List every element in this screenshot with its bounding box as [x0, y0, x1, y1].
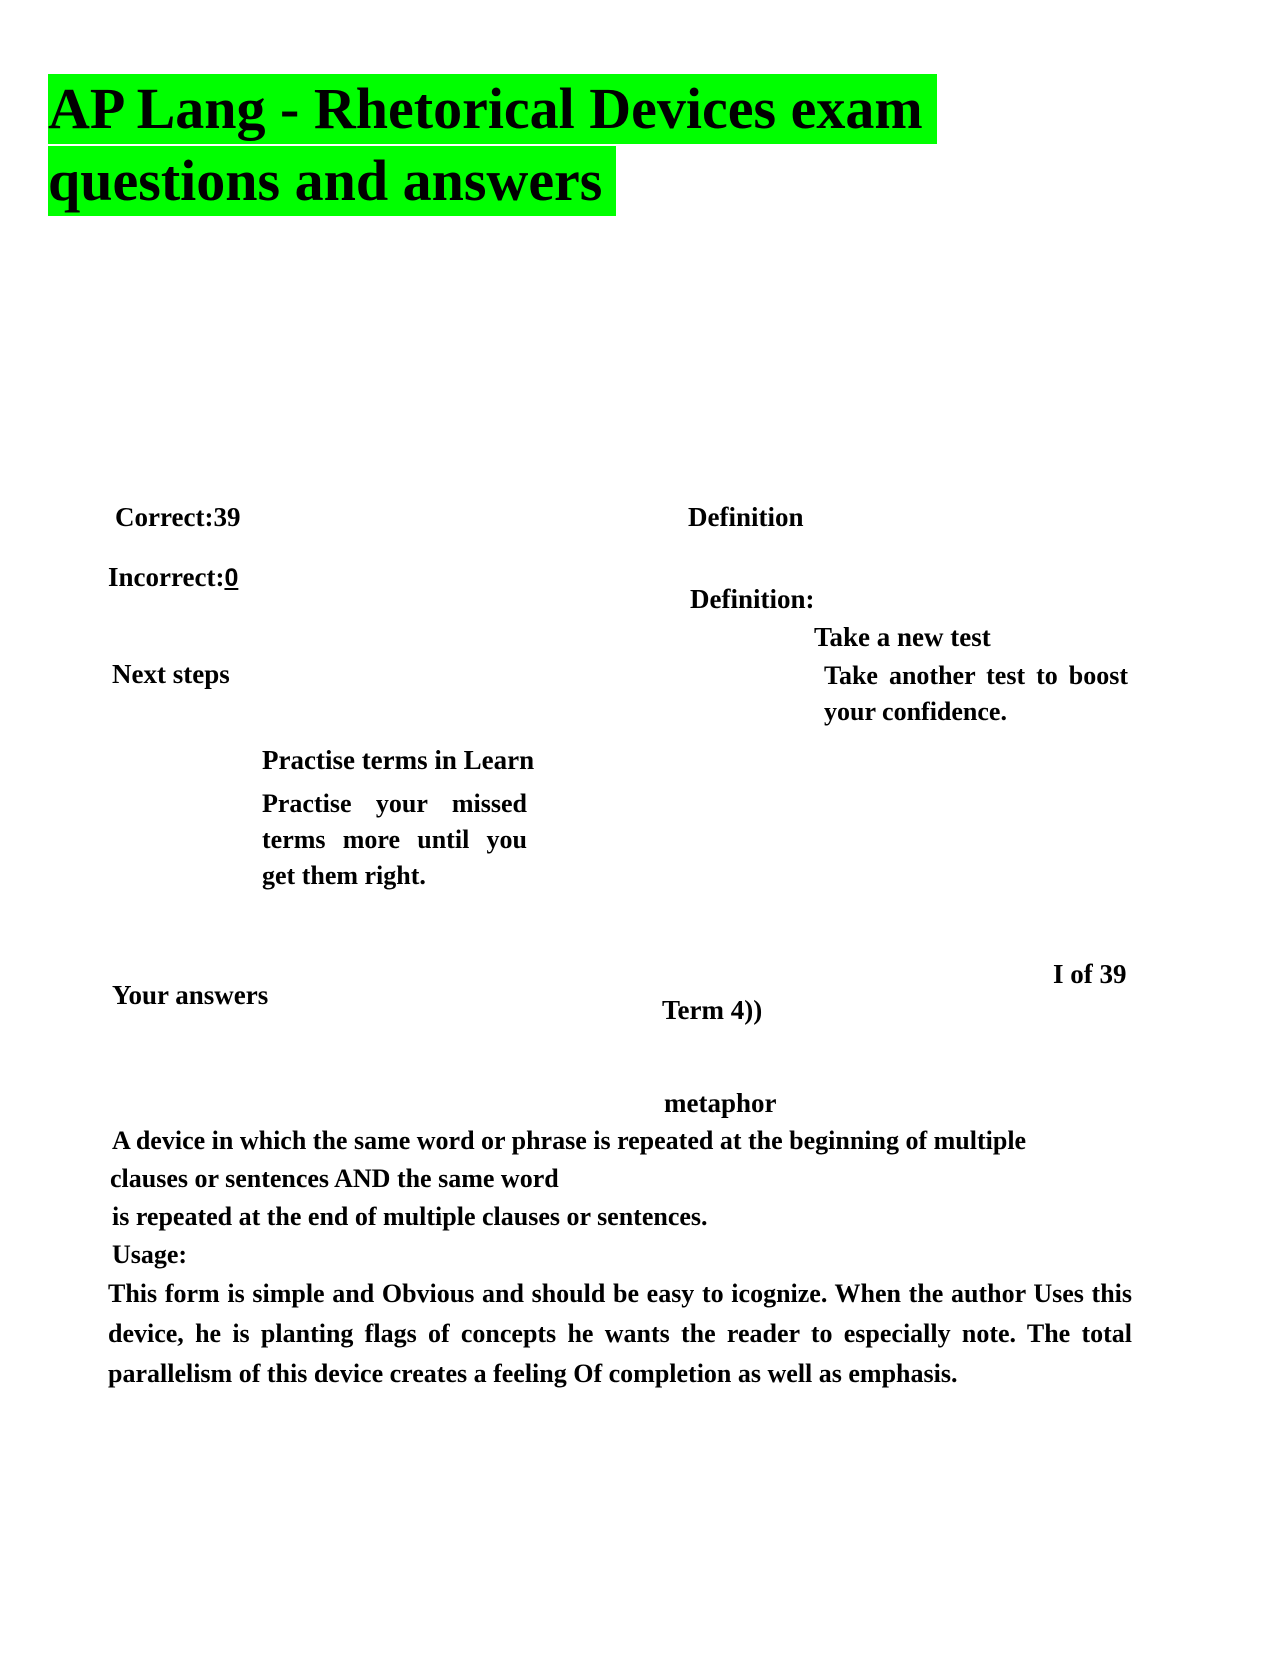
term-value: metaphor	[664, 1088, 777, 1118]
incorrect-value: 0	[224, 564, 239, 592]
practise-learn-link[interactable]: Practise terms in Learn	[262, 745, 535, 775]
document-title	[48, 74, 948, 216]
correct-value: 39	[213, 502, 241, 532]
usage-paragraph: This form is simple and Obvious and should be easy to icognize. When the author Uses this device, he is planting flags of concepts he wants the reader to especially note. The total parallelism of this device creates a feeling Of completion as well as emphasis.	[108, 1279, 1132, 1388]
your-answers-heading: Your answers	[112, 980, 269, 1010]
correct-label: Correct:	[115, 502, 214, 532]
next-steps-heading: Next steps	[112, 659, 230, 689]
title-line-1: AP Lang - Rhetorical Devices exam	[48, 74, 937, 144]
answer-definition-line-1: A device in which the same word or phrase is repeated at the beginning of multiple	[112, 1126, 1027, 1155]
answer-definition-line-3: is repeated at the end of multiple clauses or sentences.	[112, 1202, 708, 1231]
correct-count	[115, 502, 240, 533]
title-line-2: questions and answers	[48, 146, 616, 216]
usage-label: Usage:	[112, 1240, 188, 1269]
take-new-test-link[interactable]: Take a new test	[814, 622, 991, 652]
question-counter: I of 39	[1053, 959, 1127, 989]
answer-definition-line-2: clauses or sentences AND the same word	[110, 1164, 559, 1193]
definition-heading: Definition	[688, 502, 804, 532]
definition-label: Definition:	[690, 584, 815, 614]
practise-learn-description: Practise your missed terms more until you get them right.	[262, 789, 527, 890]
take-new-test-description: Take another test to boost your confidence.	[824, 661, 1128, 726]
term-label: Term 4))	[662, 995, 763, 1025]
incorrect-count	[108, 562, 238, 593]
incorrect-label: Incorrect:	[108, 562, 225, 592]
